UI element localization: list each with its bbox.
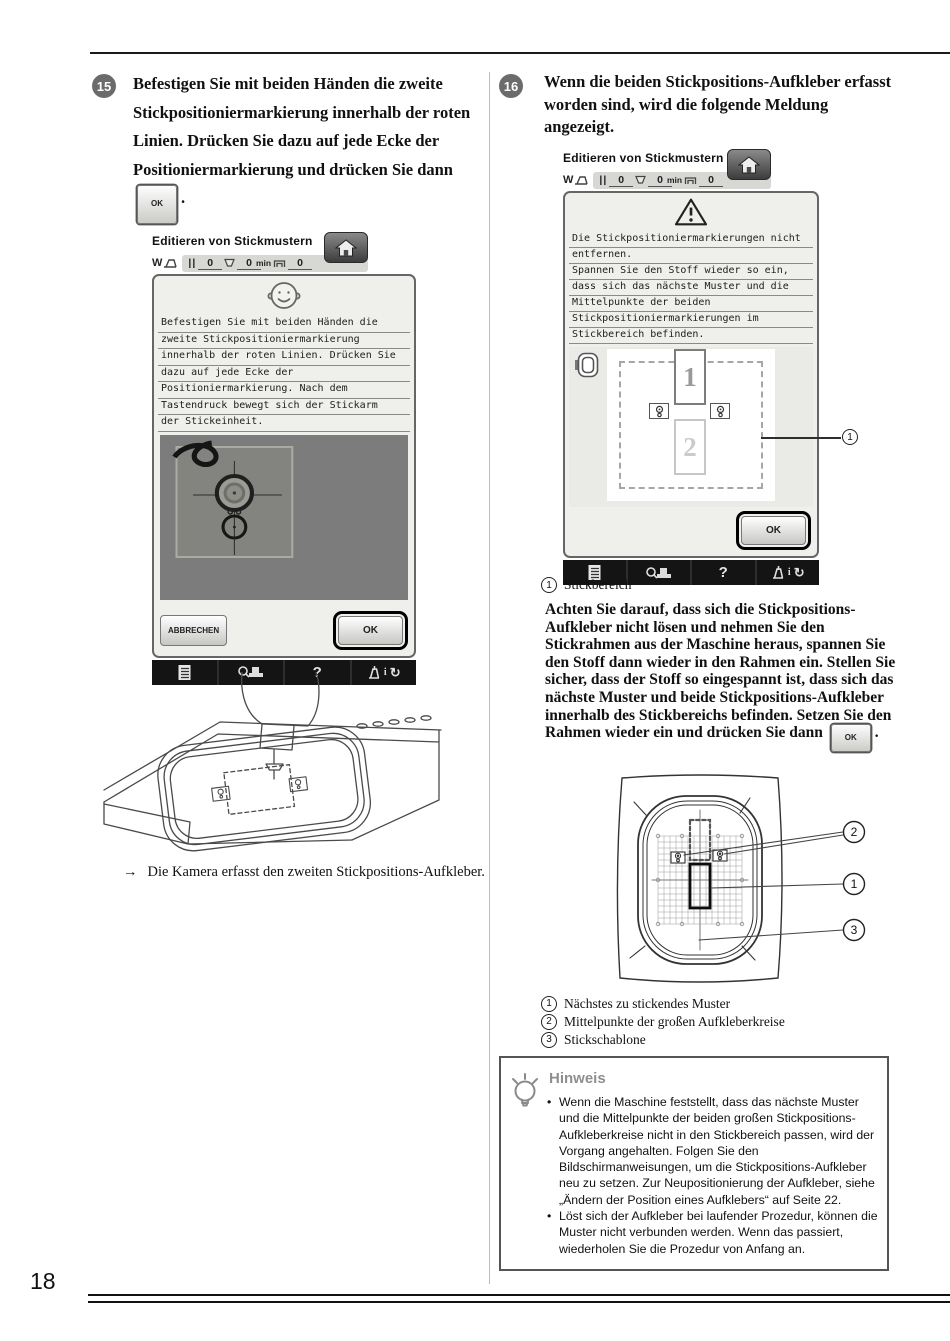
callout-circle-1: 1 (842, 429, 858, 445)
message-line: Positioniermarkierung. Nach dem (158, 382, 410, 399)
note-bullet: • Löst sich der Aufkleber bei laufender Prozedur, können die Muster nicht verbunden werden. Wenn das passiert, wiederholen Sie die Prozedur von Anfang an. (547, 1208, 881, 1257)
foot-glyph (573, 174, 589, 186)
bottom-rule-1 (88, 1294, 950, 1296)
screen-message-panel (152, 274, 416, 658)
rotate-icon: ↻ (389, 664, 401, 680)
time-value: 0 (648, 174, 672, 187)
hoop-value: 0 (288, 257, 312, 270)
screen-callout-caption: 1 Stickbereich (541, 577, 631, 593)
position-sticker-left (649, 403, 669, 419)
note-box (499, 1056, 889, 1271)
ok-button[interactable]: OK (338, 616, 403, 645)
result-text: Die Kamera erfasst den zweiten Stickpositions-Aufkleber. (147, 864, 485, 880)
figure-caption-list (541, 996, 785, 1048)
hoop-status-icon (684, 176, 697, 185)
step-16-text: Wenn die beiden Stickpositions-Aufkleber erfasst worden sind, wird die folgende Meldung angezeigt. (544, 72, 892, 136)
message-line: innerhalb der roten Linien. Drücken Sie (158, 349, 410, 366)
step-badge-15: 15 (92, 74, 116, 98)
column-divider (489, 72, 490, 1284)
spool-icon (635, 175, 646, 185)
presser-foot-rotate-button[interactable] (757, 560, 820, 585)
result-caption (123, 864, 485, 881)
needle-count: 0 (198, 257, 222, 270)
time-value: 0 (237, 257, 261, 270)
needle-icon: || (599, 174, 608, 186)
hoop-illustration (592, 770, 892, 997)
help-icon: ? (718, 564, 728, 581)
screen-title: Editieren von Stickmustern (152, 234, 313, 248)
needle-count: 0 (609, 174, 633, 187)
top-rule (90, 52, 950, 54)
step-15-text (133, 70, 487, 224)
step-badge-16: 16 (499, 74, 523, 98)
bottom-rule-2 (88, 1301, 950, 1303)
cancel-button[interactable]: ABBRECHEN (160, 615, 227, 646)
help-icon: ? (312, 663, 322, 681)
instruction-paragraph: Achten Sie darauf, dass sich die Stickpositions-Aufkleber nicht lösen und nehmen Sie den Stickrahmen aus der Maschine heraus, spannen Sie den Stoff dann wieder in den Rahmen ein. Stellen Sie sicher, dass der Stoff so eingespannt ist, dass sich das nächste Muster und beide Stickpositions-Aufkleber innerhalb des Stickbereichs befinden. Setzen Sie den Rahmen wieder ein und drücken Sie dann OK . (545, 601, 899, 752)
home-button[interactable] (324, 232, 368, 263)
pattern-preview-area (569, 347, 813, 507)
warning-icon (569, 197, 813, 232)
note-bullet: • Wenn die Maschine feststellt, dass das nächste Muster und die Mittelpunkte der beiden großen Stickpositions-Aufkleberkreise nicht in den Stickbereich passen, wird der Vorgang angehalten. Folgen Sie den Bildschirmanweisungen, um die Stickpositions-Aufkleber neu zu setzen. Zur Neupositionierung der Aufkleber, siehe „Ändern der Position eines Aufklebers“ auf Seite 22. (547, 1094, 881, 1208)
figure-caption: 2 Mittelpunkte der großen Aufkleberkreise (541, 1014, 785, 1030)
needle-icon: || (188, 257, 197, 269)
home-icon (335, 239, 357, 257)
ok-button[interactable]: OK (741, 516, 806, 545)
message-line: Mittelpunkte der beiden (569, 296, 813, 312)
presser-foot-icon (771, 565, 785, 580)
hoop-outline (154, 724, 373, 855)
machine-screen-2 (563, 147, 819, 585)
ok-button-inline: OK (137, 185, 177, 224)
machine-head (242, 672, 319, 779)
spool-icon (224, 258, 235, 268)
ok-button-highlight (333, 611, 408, 650)
foot-glyph (162, 257, 178, 269)
message-line: entfernen. (569, 248, 813, 264)
info-icon: i (787, 567, 791, 578)
callout-circle-1: 1 (850, 877, 858, 891)
message-line: der Stickeinheit. (158, 415, 410, 432)
min-label: min (666, 175, 683, 185)
screen-message-panel (563, 191, 819, 558)
rotate-icon: ↻ (793, 565, 805, 580)
hoop-value: 0 (699, 174, 723, 187)
message-line: dass sich das nächste Muster und die (569, 280, 813, 296)
lightbulb-icon (509, 1070, 543, 1115)
min-label: min (255, 258, 272, 268)
note-bullet-list (547, 1094, 881, 1257)
message-line: Stickbereich befinden. (569, 328, 813, 344)
help-button[interactable] (692, 560, 755, 585)
message-line: Tastendruck bewegt sich der Stickarm (158, 399, 410, 416)
step-15-body: Befestigen Sie mit beiden Händen die zweite Stickpositioniermarkierung innerhalb der roten Linien. Drücken Sie dazu auf jede Ecke der Positioniermarkierung und drücken Sie dann (133, 74, 471, 179)
message-line: dazu auf jede Ecke der (158, 366, 410, 383)
callout-line-3 (699, 930, 843, 940)
pattern-outline-dashed (224, 765, 295, 815)
message-line: Stickpositioniermarkierungen im (569, 312, 813, 328)
callout-line-1 (711, 884, 843, 888)
screen-title: Editieren von Stickmustern (563, 151, 724, 165)
callout-line-1 (761, 437, 841, 439)
message-line: zweite Stickpositioniermarkierung (158, 333, 410, 350)
home-button[interactable] (727, 149, 771, 180)
sticker-left (671, 852, 685, 863)
position-sticker-right (710, 403, 730, 419)
presser-foot-w-icon: W (563, 174, 589, 186)
info-icon: i (383, 666, 387, 678)
note-title: Hinweis (549, 1070, 606, 1087)
camera-machine-button[interactable] (628, 560, 691, 585)
ok-button-highlight (736, 511, 811, 550)
callout-lines-2 (684, 832, 843, 855)
figure-caption: 1 Nächstes zu stickendes Muster (541, 996, 785, 1012)
callout-circle-3: 3 (850, 923, 858, 937)
message-line: Befestigen Sie mit beiden Händen die (158, 316, 410, 333)
step-15-suffix: . (181, 188, 186, 207)
pattern-1: 1 (674, 349, 706, 405)
callout-circle-2: 2 (850, 825, 858, 839)
machine-screen-1 (152, 230, 416, 685)
message-line: Spannen Sie den Stoff wieder so ein, (569, 264, 813, 280)
result-arrow: → (123, 864, 138, 880)
hoop-icon (574, 351, 600, 384)
embroidery-sheet (607, 349, 775, 501)
smiley-icon (158, 280, 410, 316)
camera-view (160, 435, 408, 605)
sticker-right (713, 850, 727, 861)
ok-button-inline: OK (831, 724, 871, 752)
figure-caption: 3 Stickschablone (541, 1032, 785, 1048)
machine-illustration (100, 672, 445, 862)
home-icon (738, 156, 760, 174)
message-line: Die Stickpositioniermarkierungen nicht (569, 232, 813, 248)
page-number: 18 (30, 1268, 56, 1294)
presser-foot-w-icon: W (152, 257, 178, 269)
machine-icon (645, 565, 673, 581)
pattern-2: 2 (674, 419, 706, 475)
hoop-status-icon (273, 259, 286, 268)
